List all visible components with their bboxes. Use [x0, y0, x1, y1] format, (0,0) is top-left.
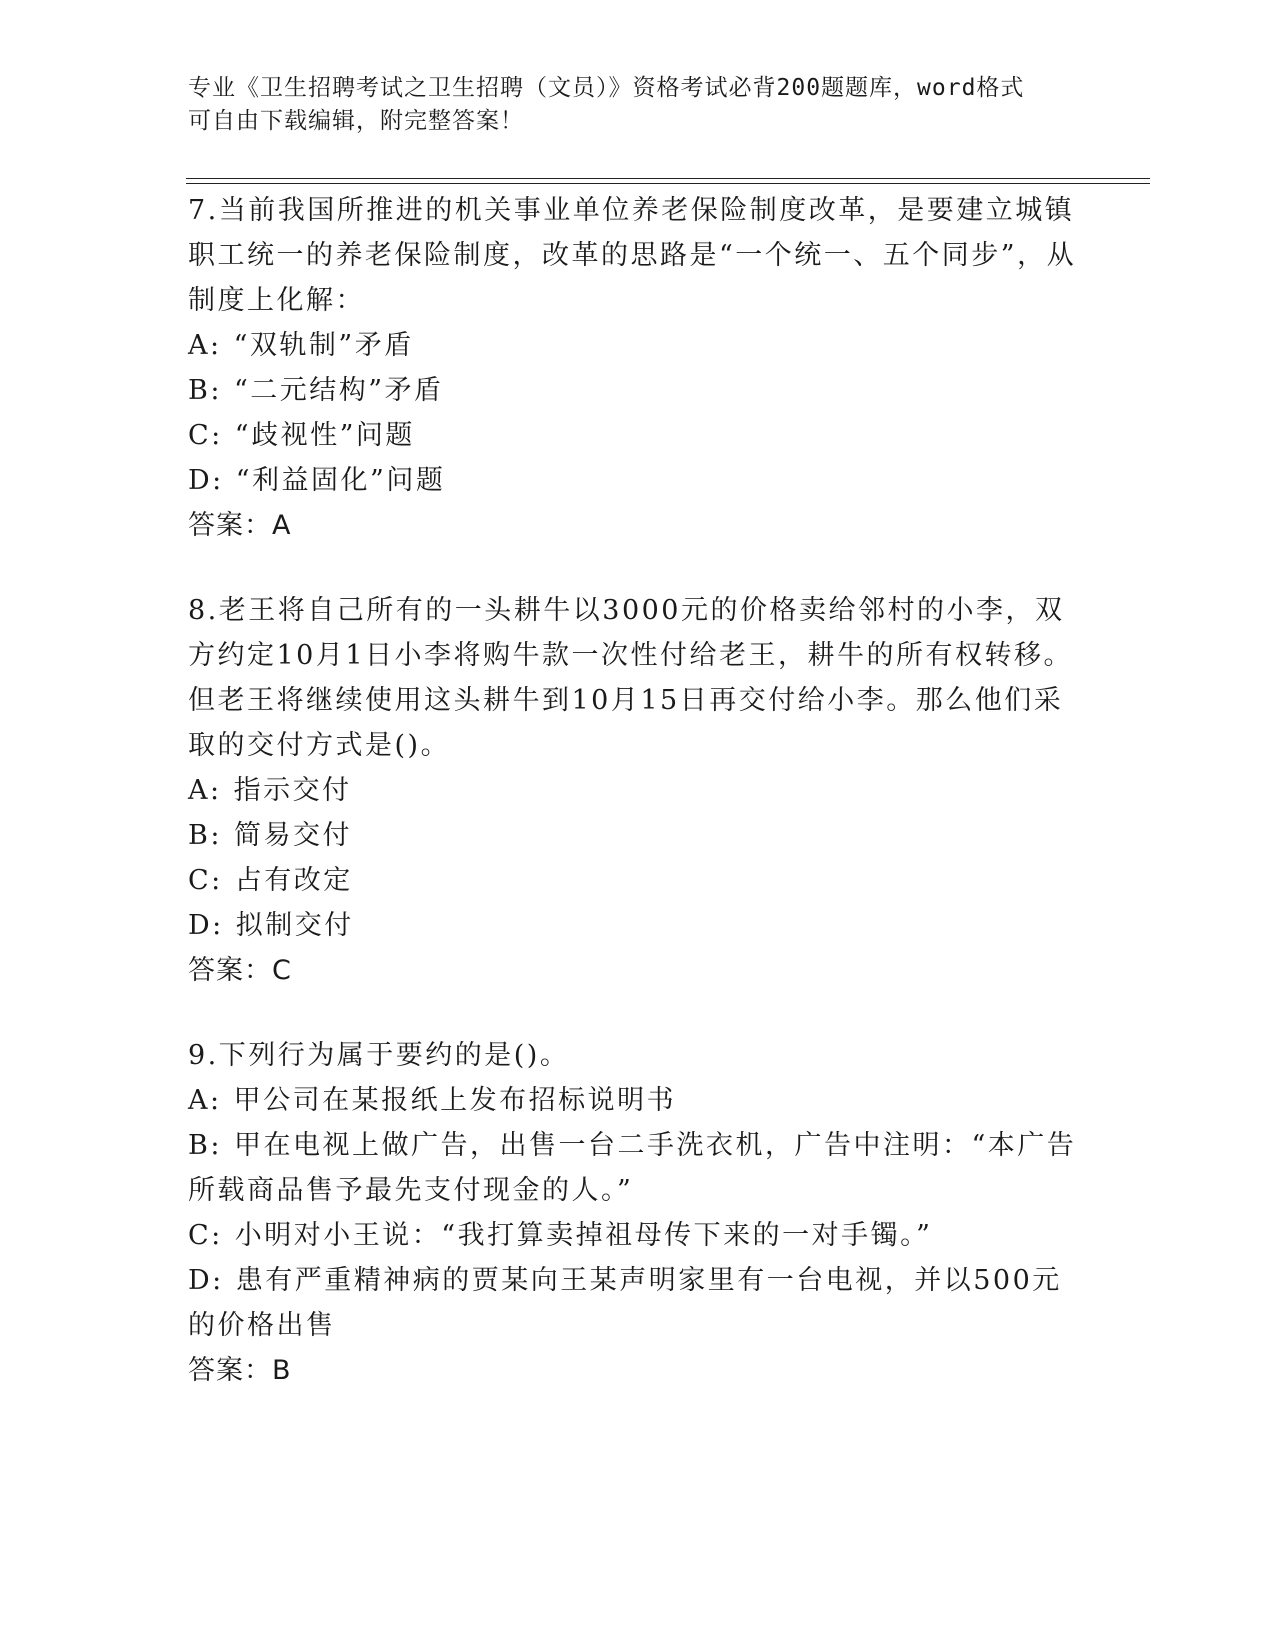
option-key: B: — [188, 1130, 222, 1161]
option-key: B: — [188, 820, 222, 851]
option-d — [188, 458, 1088, 503]
option-key: D: — [188, 910, 224, 941]
header-line-1: 专业《卫生招聘考试之卫生招聘（文员）》资格考试必背200题题库，word格式 — [188, 75, 1025, 101]
option-key: D: — [188, 1265, 224, 1296]
question-stem: 8.老王将自己所有的一头耕牛以3000元的价格卖给邻村的小李，双方约定10月1日小李将购牛款一次性付给老王，耕牛的所有权转移。但老王将继续使用这头耕牛到10月15日再交付给小李。那么他们采取的交付方式是()。 — [188, 595, 1074, 761]
option-key: A: — [188, 1085, 222, 1116]
question-8 — [188, 588, 1088, 993]
answer-line: 答案：B — [188, 1355, 292, 1386]
option-text: 甲在电视上做广告，出售一台二手洗衣机，广告中注明：“本广告所载商品售予最先支付现金的人。” — [188, 1130, 1077, 1206]
option-a — [188, 1078, 1088, 1123]
header-line-2: 可自由下载编辑，附完整答案！ — [188, 108, 524, 134]
option-a — [188, 768, 1088, 813]
option-text: 小明对小王说：“我打算卖掉祖母传下来的一对手镯。” — [234, 1220, 933, 1251]
option-b — [188, 813, 1088, 858]
option-key: A: — [188, 330, 222, 361]
question-9 — [188, 1033, 1088, 1393]
option-key: A: — [188, 775, 222, 806]
option-key: B: — [188, 375, 222, 406]
option-b — [188, 368, 1088, 413]
option-text: 拟制交付 — [235, 910, 354, 941]
document-header — [188, 72, 1068, 138]
option-text: “双轨制”矛盾 — [233, 330, 414, 361]
option-key: C: — [188, 420, 223, 451]
option-d — [188, 903, 1088, 948]
option-c — [188, 413, 1088, 458]
option-text: 指示交付 — [233, 775, 352, 806]
header-divider-bottom — [186, 183, 1150, 184]
header-divider-top — [186, 178, 1150, 179]
question-stem: 9.下列行为属于要约的是()。 — [188, 1040, 570, 1071]
option-key: C: — [188, 1220, 223, 1251]
option-text: “利益固化”问题 — [235, 465, 446, 496]
option-a — [188, 323, 1088, 368]
question-stem: 7.当前我国所推进的机关事业单位养老保险制度改革，是要建立城镇职工统一的养老保险制度，改革的思路是“一个统一、五个同步”，从制度上化解： — [188, 195, 1077, 316]
option-text: “二元结构”矛盾 — [233, 375, 444, 406]
answer-line: 答案：C — [188, 955, 292, 986]
option-text: 患有严重精神病的贾某向王某声明家里有一台电视，并以500元的价格出售 — [188, 1265, 1062, 1341]
option-b — [188, 1123, 1088, 1213]
option-c — [188, 1213, 1088, 1258]
option-key: C: — [188, 865, 223, 896]
option-c — [188, 858, 1088, 903]
option-text: 占有改定 — [234, 865, 353, 896]
option-key: D: — [188, 465, 224, 496]
question-7 — [188, 188, 1088, 548]
option-text: 简易交付 — [233, 820, 352, 851]
option-text: 甲公司在某报纸上发布招标说明书 — [233, 1085, 677, 1116]
option-text: “歧视性”问题 — [234, 420, 415, 451]
option-d — [188, 1258, 1088, 1348]
answer-line: 答案：A — [188, 510, 292, 541]
question-list — [188, 188, 1088, 1433]
